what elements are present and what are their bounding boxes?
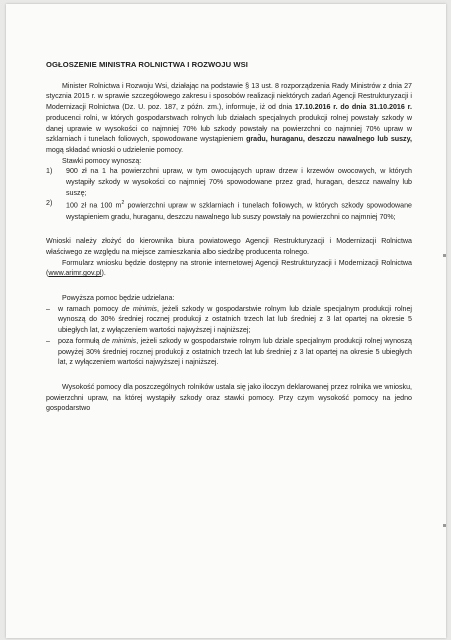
rate-superscript: 2 [121, 200, 125, 207]
intro-text-3: mogą składać wnioski o udzielenie pomocy. [46, 145, 184, 154]
form-info-tail: ). [101, 269, 106, 278]
website-link[interactable]: www.arimr.gov.pl [48, 269, 102, 278]
document-page [6, 4, 446, 638]
form-info-text: Formularz wniosku będzie dostępny na stronie internetowej Agencji Restrukturyzacji i Modernizacji Rolnictwa ( [46, 258, 412, 278]
aid-post: , jeżeli szkody w gospodarstwie rolnym lub dziale specjalnym produkcji rolnej wynoszą powyżej 30% średniej rocznej produkcji z ostatnich trzech lat lub średniej z 3 lat opartej na okresie 5 ubiegłych lat, z wyłączeniem wartości najwyższej i najniższej. [58, 336, 412, 367]
rate-text-a: 100 zł na 100 m [66, 201, 122, 210]
aid-item [46, 336, 412, 368]
submission-paragraph: Wnioski należy złożyć do kierownika biura powiatowego Agencji Restrukturyzacji i Modernizacji Rolnictwa właściwego ze względu na miejsce zamieszkania albo siedzibę producenta rolnego. [46, 237, 412, 256]
aid-italic: de minimis [121, 304, 157, 313]
form-info-paragraph [46, 258, 412, 279]
aid-list [46, 304, 412, 368]
rate-item [46, 198, 412, 222]
scan-mark [443, 524, 446, 527]
aid-heading: Powyższa pomoc będzie udzielana: [62, 294, 175, 303]
aid-italic: de minimis [101, 336, 137, 345]
scan-mark [443, 254, 446, 257]
aid-dash: – [46, 304, 50, 313]
rates-heading: Stawki pomocy wynoszą: [62, 156, 142, 165]
aid-dash: – [46, 336, 50, 345]
aid-pre: w ramach pomocy [58, 304, 122, 313]
closing-paragraph: Wysokość pomocy dla poszczególnych rolników ustala się jako iloczyn deklarowanej przez rolnika we wniosku, powierzchni upraw, na której wystąpiły szkody oraz stawki pomocy. Przy czym wysokość pomocy na jedno gospodarstwo [46, 382, 412, 413]
intro-text-2: producenci rolni, w których gospodarstwach rolnych lub działach specjalnych produkcji rolnej powstały szkody w danej uprawie w wysokości co najmniej 70% lub szkody powstały na powierzchni co najmniej 70% upraw w szklarniach i tunelach foliowych, spowodowane wystąpieniem [46, 113, 412, 144]
intro-causes: grad̄u, huraganu, deszczu nawalnego lub suszy, [246, 135, 412, 144]
rate-number: 1) [46, 167, 53, 176]
intro-text-1: Minister Rolnictwa i Rozwoju Wsi, działając na podstawie § 13 ust. 8 rozporządzenia Rady Ministrów z dnia 27 stycznia 2015 r. w sprawie szczegółowego zakresu i sposobów realizacji niektórych zadań Agencji Restrukturyzacji i Modernizacji Rolnictwa (Dz. U. poz. 187, z późn. zm.), informuje, iż od dnia [46, 81, 412, 112]
rate-number: 2) [46, 199, 53, 208]
document-body [46, 60, 412, 414]
intro-paragraph [46, 81, 412, 156]
rate-text-b: powierzchni upraw w szklarniach i tunelach foliowych, w których szkody spowodowane wystąpieniem gradu, huraganu, deszczu nawalnego lub suszy powstały na powierzchni co najmniej 70%; [66, 201, 412, 221]
document-title: OGŁOSZENIE MINISTRA ROLNICTWA I ROZWOJU WSI [46, 60, 249, 69]
rate-item [46, 166, 412, 198]
aid-pre: poza formułą [58, 336, 102, 345]
rate-text: 900 zł na 1 ha powierzchni upraw, w tym owocujących upraw drzew i krzewów owocowych, w których wystąpiły szkody w wysokości co najmniej 70% spowodowane przez grad, huragan, deszcz nawalny lub suszę; [66, 167, 412, 197]
aid-item [46, 304, 412, 336]
intro-dates: 17.10.2016 r. do dnia 31.10.2016 r. [294, 103, 412, 112]
rates-list [46, 166, 412, 222]
aid-post: , jeżeli szkody w gospodarstwie rolnym lub dziale specjalnym produkcji rolnej wynoszą do 30% średniej rocznej produkcji z ostatnich trzech lat lub średniej z 3 lat opartej na okresie 5 ubiegłych lat, z wyłączeniem wartości najwyższej i najniższej; [58, 304, 413, 335]
